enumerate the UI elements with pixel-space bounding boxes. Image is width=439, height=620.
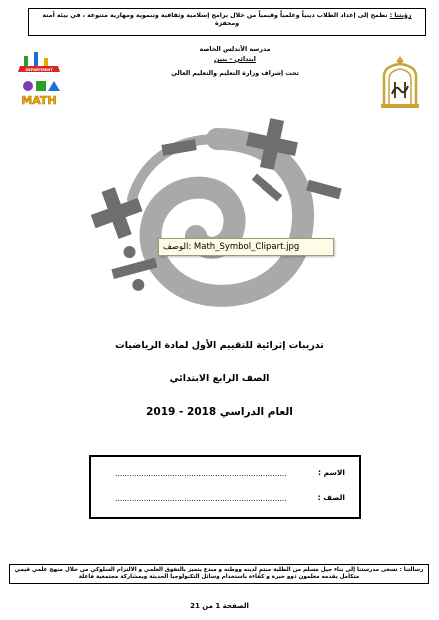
mission-statement-box: رسالتنا : تسعى مدرستنا إلى بناء جيل مسلم من الطلبة منتمٍ لدينه ووطنه و مبدع يتميز بالتفوق العلمي و الالتزام السلوكي من خلال منهج علمي قيمي متكامل يقدمه معلمون ذوو خبرة و كفاءة باستخدام وسائل التكنولوجيا الحديثة وبمشاركة مجتمعية فاعلة: [9, 564, 429, 584]
school-name: مدرسة الأندلس الخاصة: [199, 46, 271, 53]
math-logo-text: MATH: [21, 94, 57, 107]
vision-statement-box: [28, 8, 426, 36]
math-logo-graphic: [14, 48, 64, 110]
school-section: ابتدائي - بنين: [214, 56, 256, 63]
school-logo: [378, 54, 422, 110]
grade-title: الصف الرابع الابتدائي: [169, 373, 270, 384]
image-description-tooltip: الوصف: Math_Symbol_Clipart.jpg: [158, 238, 334, 256]
page-number: الصفحة 1 من 21: [190, 602, 249, 610]
name-label: الاسم :: [317, 468, 345, 477]
academic-year-title: العام الدراسي 2018 - 2019: [146, 406, 293, 418]
class-field[interactable]: ........................................................................: [115, 494, 287, 503]
ministry-line: تحت إشراف وزارة التعليم والتعليم العالي: [171, 70, 299, 77]
math-symbol-clipart: [72, 104, 362, 324]
math-clipart-graphic: [72, 104, 362, 324]
math-logo-banner: DEPARTMENT: [25, 68, 53, 72]
class-label: الصف :: [317, 493, 345, 502]
vision-text: نطمح إلى إعداد الطلاب دينياً وعلمياً وقيمياً من خلال برامج إسلامية وثقافية وتنموية ومهارية متنوعة ، في بيئة آمنة ومحفزة: [42, 12, 388, 27]
subject-title: تدريبات إثرائية للتقييم الأول لمادة الرياضيات: [115, 340, 324, 351]
school-logo-graphic: [378, 54, 422, 110]
name-field[interactable]: ........................................................................: [115, 469, 287, 478]
math-department-logo: [14, 48, 64, 110]
vision-label: رؤيتنا :: [389, 12, 412, 19]
student-info-box: [89, 455, 361, 519]
